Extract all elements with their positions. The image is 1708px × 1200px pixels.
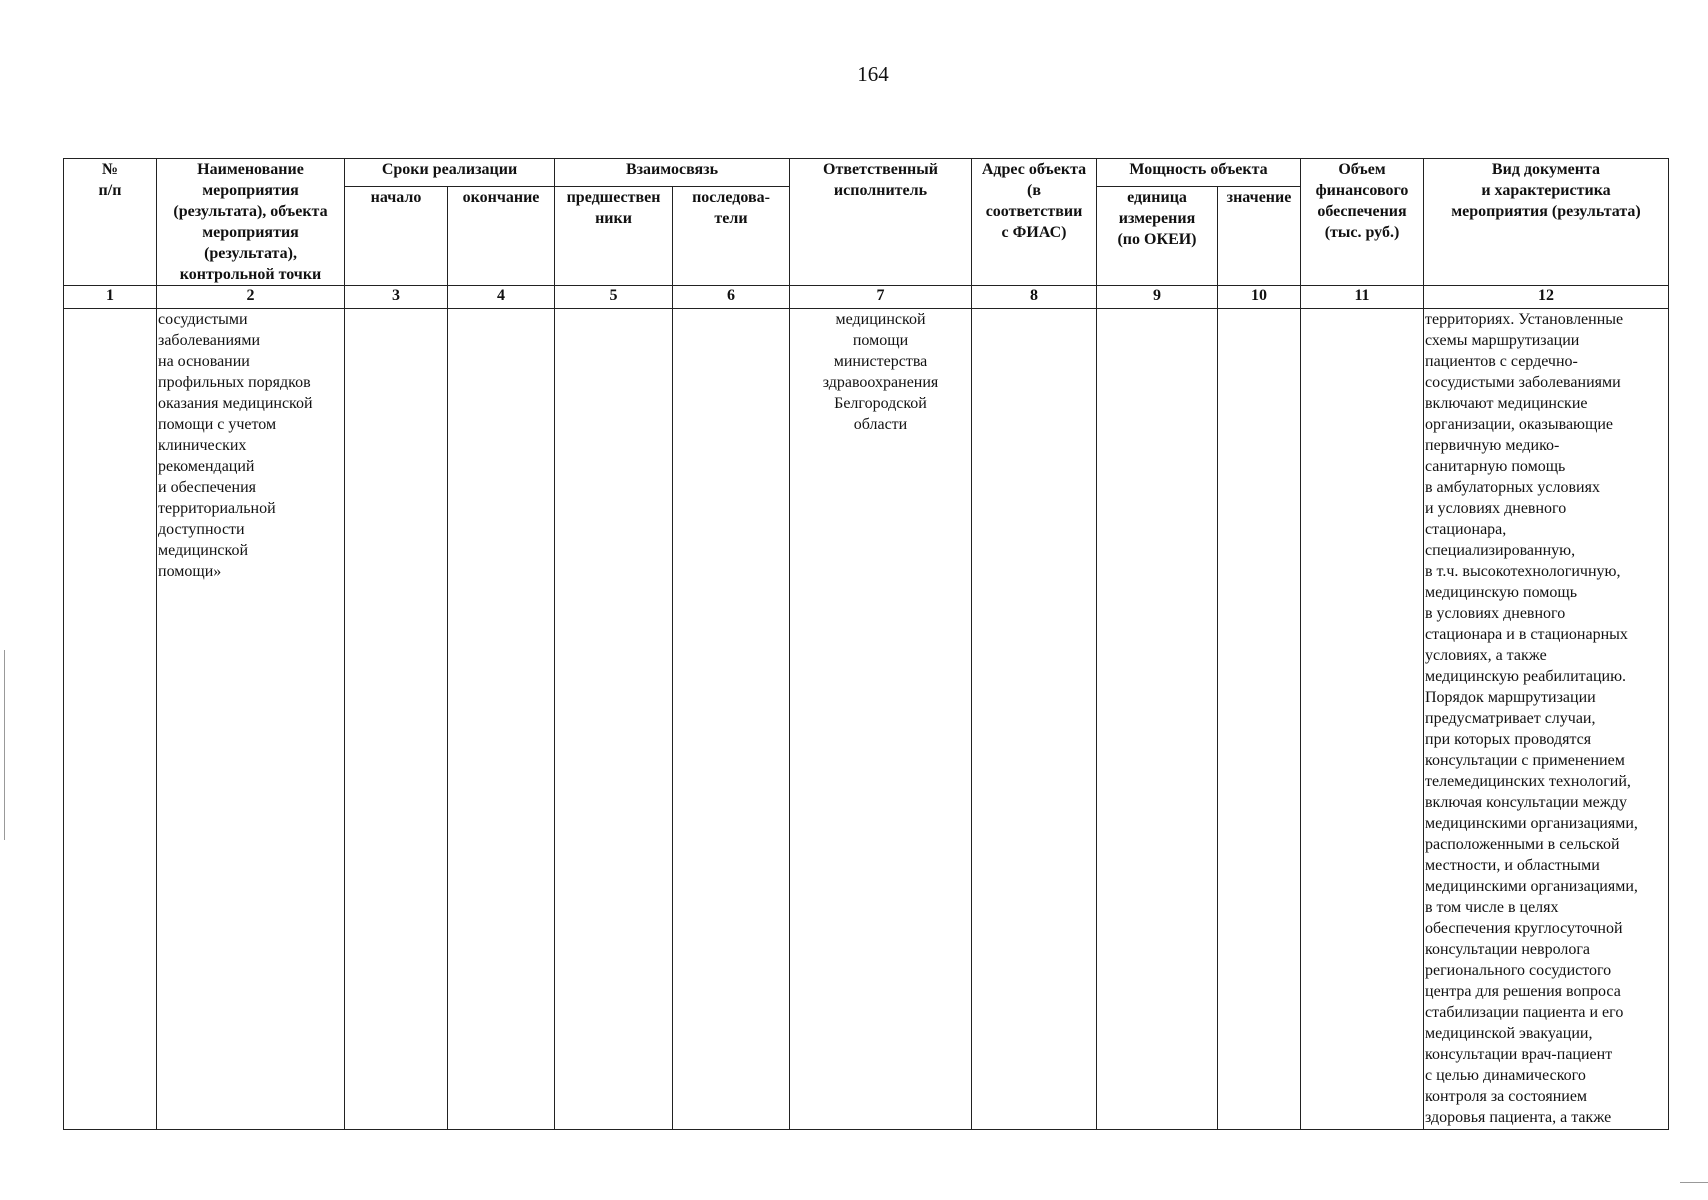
cell-activity-name: сосудистыми заболеваниями на основании профильных порядков оказания медицинской помощи с учетом клинических рекомендаций и обеспечения территориальной доступности медицинской помощи» (157, 309, 345, 1130)
header-successors: последова- тели (673, 187, 790, 286)
column-number-7: 7 (790, 286, 972, 309)
column-number-2: 2 (157, 286, 345, 309)
header-responsible: Ответственный исполнитель (790, 159, 972, 286)
column-number-10: 10 (1218, 286, 1301, 309)
header-group-terms: Сроки реализации (345, 159, 555, 187)
column-number-11: 11 (1301, 286, 1424, 309)
column-number-6: 6 (673, 286, 790, 309)
cell-predecessors (555, 309, 673, 1130)
table-row (64, 309, 1669, 1130)
cell-address (972, 309, 1097, 1130)
column-number-5: 5 (555, 286, 673, 309)
cell-successors (673, 309, 790, 1130)
column-number-1: 1 (64, 286, 157, 309)
header-end: окончание (448, 187, 555, 286)
activities-table (63, 158, 1669, 1130)
column-number-9: 9 (1097, 286, 1218, 309)
cell-end (448, 309, 555, 1130)
header-unit: единица измерения (по ОКЕИ) (1097, 187, 1218, 286)
header-group-capacity: Мощность объекта (1097, 159, 1301, 187)
scan-edge-mark-left (4, 650, 5, 840)
column-number-8: 8 (972, 286, 1097, 309)
cell-start (345, 309, 448, 1130)
cell-value (1218, 309, 1301, 1130)
column-numbers-row (64, 286, 1669, 309)
cell-responsible: медицинской помощи министерства здравоохранения Белгородской области (790, 309, 972, 1130)
header-predecessors: предшествен ники (555, 187, 673, 286)
column-number-4: 4 (448, 286, 555, 309)
column-number-3: 3 (345, 286, 448, 309)
cell-number (64, 309, 157, 1130)
header-row-1 (64, 159, 1669, 187)
cell-document-type: территориях. Установленные схемы маршрутизации пациентов с сердечно- сосудистыми заболеваниями включают медицинские организации, оказывающие первичную медико- санитарную помощь в амбулаторных условиях и условиях дневного стационара, специализированную, в т.ч. высокотехнологичную, медицинскую помощь в условиях дневного стационара и в стационарных условиях, а также медицинскую реабилитацию. Порядок маршрутизации предусматривает случаи, при которых проводятся консультации с применением телемедицинских технологий, включая консультации между медицинскими организациями, расположенными в сельской местности, и областными медицинскими организациями, в том числе в целях обеспечения круглосуточной консультации невролога регионального сосудистого центра для решения вопроса стабилизации пациента и его медицинской эвакуации, консультации врач-пациент с целью динамического контроля за состоянием здоровья пациента, а также (1424, 309, 1669, 1130)
header-funding: Объем финансового обеспечения (тыс. руб.) (1301, 159, 1424, 286)
header-activity-name: Наименование мероприятия (результата), объекта мероприятия (результата), контрольной точки (157, 159, 345, 286)
header-value: значение (1218, 187, 1301, 286)
header-address: Адрес объекта (в соответствии с ФИАС) (972, 159, 1097, 286)
header-number: № п/п (64, 159, 157, 286)
page-number: 164 (857, 62, 889, 86)
header-group-relation: Взаимосвязь (555, 159, 790, 187)
cell-unit (1097, 309, 1218, 1130)
header-document-type: Вид документа и характеристика мероприятия (результата) (1424, 159, 1669, 286)
header-start: начало (345, 187, 448, 286)
cell-funding (1301, 309, 1424, 1130)
column-number-12: 12 (1424, 286, 1669, 309)
scan-edge-mark-bottom-right (1680, 1182, 1708, 1183)
